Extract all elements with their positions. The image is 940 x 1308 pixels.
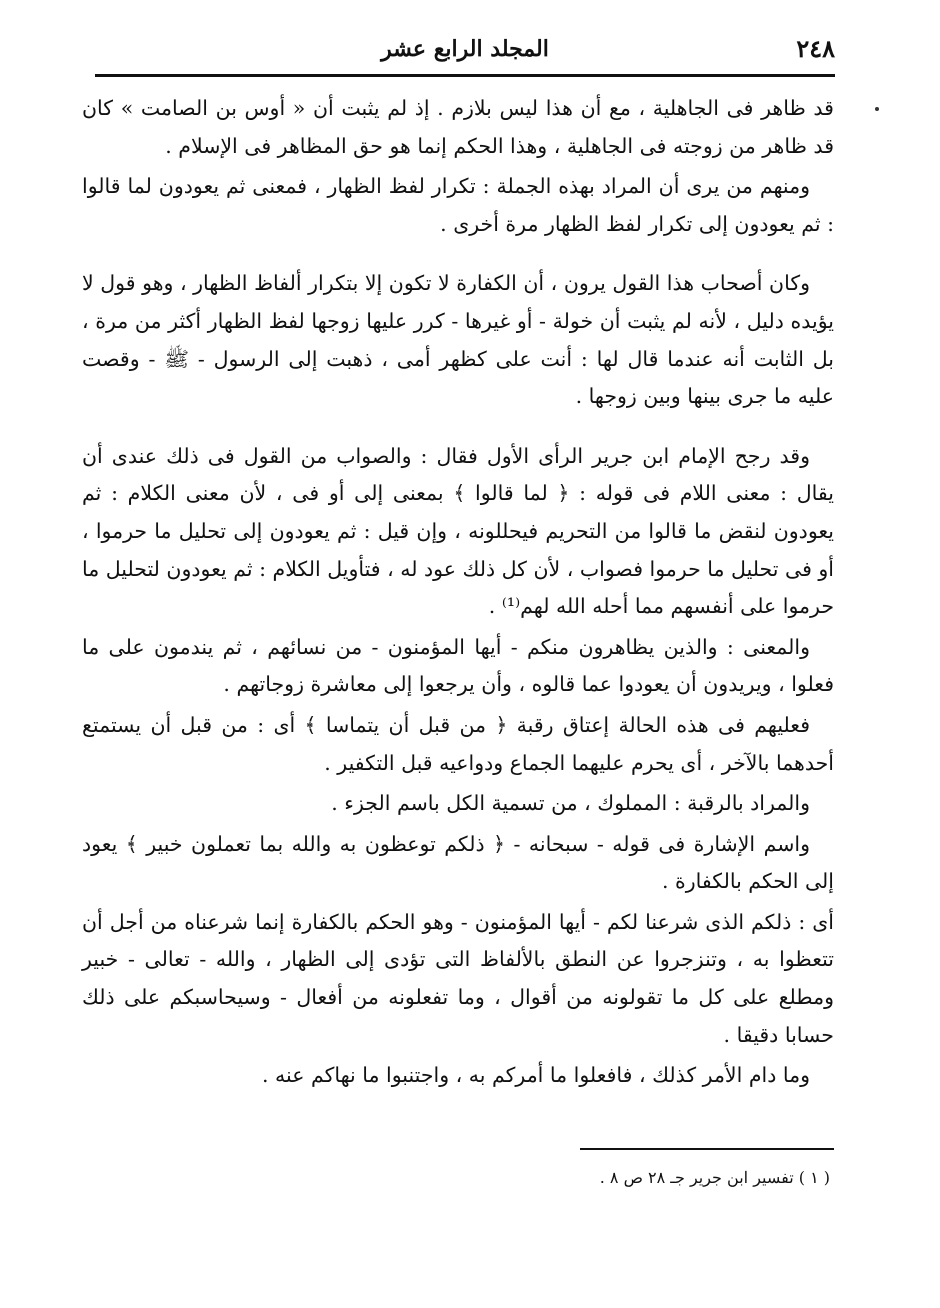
paragraph: واسم الإشارة فى قوله - سبحانه - ﴿ ذلكم توعظون به والله بما تعملون خبير ﴾ يعود إلى الحكم بالكفارة . — [82, 831, 834, 894]
paragraph: وما دام الأمر كذلك ، فافعلوا ما أمركم به ، واجتنبوا ما نهاكم عنه . — [261, 1063, 810, 1088]
margin-mark — [875, 107, 879, 111]
header-divider — [95, 74, 835, 77]
volume-title: المجلد الرابع عشر — [381, 36, 549, 62]
paragraph: فعليهم فى هذه الحالة إعتاق رقبة ﴿ من قبل أن يتماسا ﴾ أى : من قبل أن يستمتع أحدهما بالآخر ، أى يحرم عليهما الجماع ودواعيه قبل التكفير . — [82, 712, 834, 775]
page-number: ٢٤٨ — [796, 34, 835, 63]
paragraph: وكان أصحاب هذا القول يرون ، أن الكفارة لا تكون إلا بتكرار ألفاظ الظهار ، وهو قول لا يؤيده دليل ، لأنه لم يثبت أن خولة - أو غيرها - كرر عليها زوجها لفظ الظهار أكثر من مرة ، بل الثابت أنه عندما قال لها : أنت على كظهر أمى ، ذهبت إلى الرسول - ﷺ - وقصت عليه ما جرى بينها وبين زوجها . — [82, 271, 834, 409]
body-text — [82, 90, 834, 1095]
paragraph: وقد رجح الإمام ابن جرير الرأى الأول فقال : والصواب من القول فى ذلك عندى أن يقال : معنى اللام فى قوله : ﴿ لما قالوا ﴾ بمعنى إلى أو فى ، لأن معنى الكلام : ثم يعودون لنقض ما قالوا من التحريم فيحللونه ، وإن قيل : ثم يعودون إلى تحليل ما حرموا ، أو فى تحليل ما حرموا فصواب ، لأن كل ذلك عود له ، فتأويل الكلام : ثم يعودون لتحليل ما حرموا على أنفسهم مما أحله الله لهم⁽¹⁾ . — [82, 443, 834, 619]
paragraph: والمعنى : والذين يظاهرون منكم - أيها المؤمنون - من نسائهم ، ثم يندمون على ما فعلوا ، ويريدون أن يعودوا عما قالوه ، وأن يرجعوا إلى معاشرة زوجاتهم . — [82, 634, 834, 697]
paragraph: قد ظاهر فى الجاهلية ، مع أن هذا ليس بلازم . إذ لم يثبت أن « أوس بن الصامت » كان قد ظاهر من زوجته فى الجاهلية ، وهذا الحكم إنما هو حق المظاهر فى الإسلام . — [82, 96, 834, 158]
paragraph: والمراد بالرقبة : المملوك ، من تسمية الكل باسم الجزء . — [331, 791, 810, 816]
paragraph: أى : ذلكم الذى شرعنا لكم - أيها المؤمنون - وهو الحكم بالكفارة إنما شرعناه من أجل أن تتعظوا به ، وتنزجروا عن النطق بالألفاظ التى تؤدى إلى الظهار ، والله - تعالى - خبير ومطلع على كل ما تقولونه من أقوال ، وما تفعلونه من أفعال - وسيحاسبكم على ذلك حسابا دقيقا . — [82, 909, 834, 1047]
footnote: ( ١ ) تفسير ابن جرير جـ ٢٨ ص ٨ . — [599, 1168, 830, 1187]
page-header — [95, 30, 835, 74]
paragraph: ومنهم من يرى أن المراد بهذه الجملة : تكرار لفظ الظهار ، فمعنى ثم يعودون لما قالوا : ثم يعودون إلى تكرار لفظ الظهار مرة أخرى . — [82, 174, 834, 236]
footnote-divider — [580, 1148, 834, 1150]
